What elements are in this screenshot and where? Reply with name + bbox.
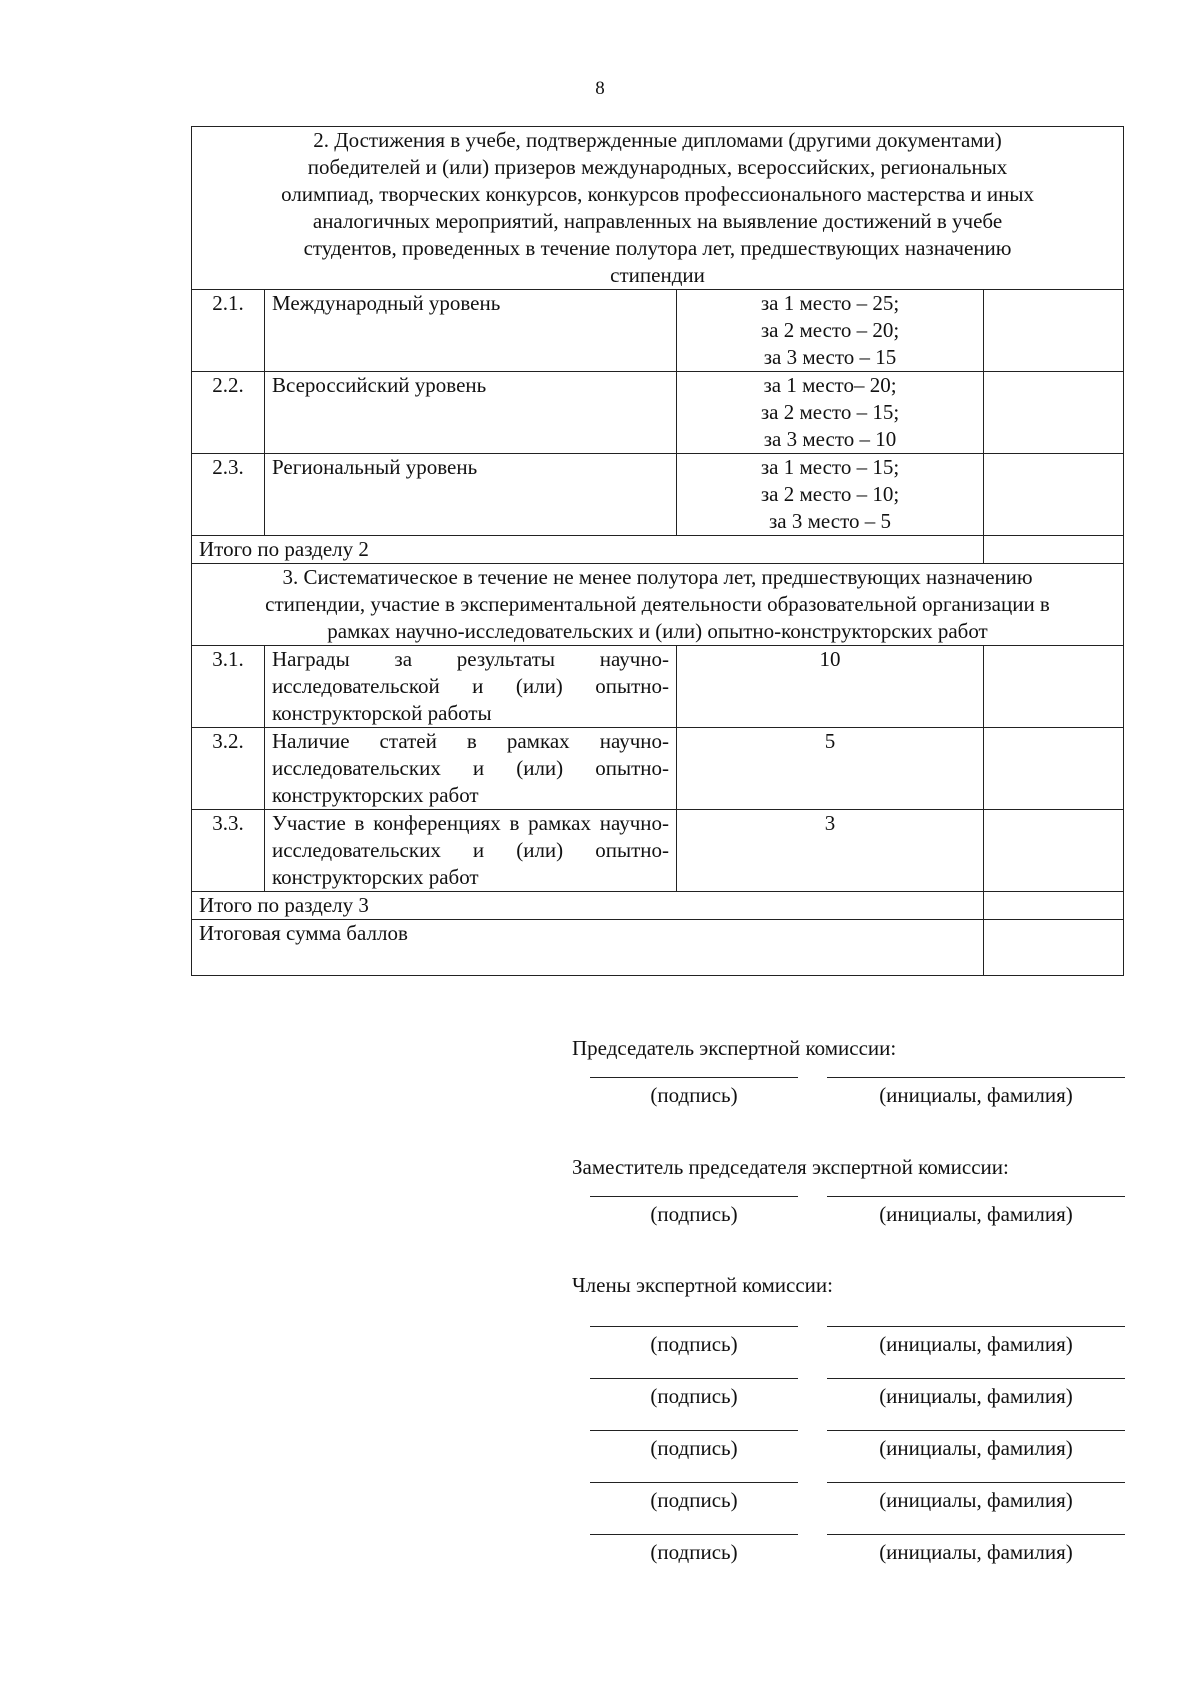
signature-caption: (подпись) (650, 1488, 738, 1512)
score-input-cell[interactable] (984, 646, 1124, 728)
signature-row (572, 1181, 1132, 1233)
criterion-name: Международный уровень (265, 290, 677, 372)
name-line[interactable] (827, 1482, 1125, 1483)
score-input-cell[interactable] (984, 454, 1124, 536)
criterion-name: Наличие статей в рамках научно-исследовательских и (или) опытно-конструкторских работ (265, 728, 677, 810)
deputy-title: Заместитель председателя экспертной комиссии: (572, 1155, 1009, 1179)
final-total-row (192, 920, 1124, 976)
row-number: 2.1. (192, 290, 265, 372)
score-input-cell[interactable] (984, 290, 1124, 372)
signature-caption: (подпись) (650, 1436, 738, 1460)
signature-line[interactable] (590, 1430, 798, 1431)
criterion-name: Участие в конференциях в рамках научно-исследовательских и (или) опытно-конструкторских работ (265, 810, 677, 892)
table-row (192, 810, 1124, 892)
table-row (192, 290, 1124, 372)
final-total-input-cell[interactable] (984, 920, 1124, 976)
chairman-title: Председатель экспертной комиссии: (572, 1036, 897, 1060)
signature-row (572, 1467, 1132, 1519)
name-caption: (инициалы, фамилия) (879, 1384, 1073, 1408)
name-line[interactable] (827, 1534, 1125, 1535)
scoring-table (191, 126, 1124, 976)
signature-line[interactable] (590, 1326, 798, 1327)
points-cell: 3 (677, 810, 984, 892)
section-3-total-input-cell[interactable] (984, 892, 1124, 920)
row-number: 2.3. (192, 454, 265, 536)
points-cell: за 1 место– 20; за 2 место – 15; за 3 место – 10 (677, 372, 984, 454)
table-row (192, 454, 1124, 536)
signature-row (572, 1363, 1132, 1415)
row-number: 2.2. (192, 372, 265, 454)
name-caption: (инициалы, фамилия) (879, 1332, 1073, 1356)
section-3-total-row (192, 892, 1124, 920)
name-line[interactable] (827, 1077, 1125, 1078)
section-3-total-label: Итого по разделу 3 (192, 892, 984, 920)
signature-line[interactable] (590, 1482, 798, 1483)
criterion-name: Региональный уровень (265, 454, 677, 536)
signature-line[interactable] (590, 1534, 798, 1535)
name-line[interactable] (827, 1196, 1125, 1197)
signature-caption: (подпись) (650, 1083, 738, 1107)
signature-caption: (подпись) (650, 1384, 738, 1408)
name-caption: (инициалы, фамилия) (879, 1488, 1073, 1512)
name-line[interactable] (827, 1326, 1125, 1327)
score-input-cell[interactable] (984, 810, 1124, 892)
score-input-cell[interactable] (984, 728, 1124, 810)
name-caption: (инициалы, фамилия) (879, 1083, 1073, 1107)
signature-row (572, 1519, 1132, 1571)
signature-caption: (подпись) (650, 1540, 738, 1564)
name-line[interactable] (827, 1378, 1125, 1379)
table-row (192, 728, 1124, 810)
table-row (192, 372, 1124, 454)
score-input-cell[interactable] (984, 372, 1124, 454)
final-total-label: Итоговая сумма баллов (192, 920, 984, 976)
signature-line[interactable] (590, 1077, 798, 1078)
section-2-total-row (192, 536, 1124, 564)
members-title: Члены экспертной комиссии: (572, 1273, 833, 1297)
name-caption: (инициалы, фамилия) (879, 1436, 1073, 1460)
criterion-name: Награды за результаты научно-исследовательской и (или) опытно-конструкторской работы (265, 646, 677, 728)
points-cell: за 1 место – 25; за 2 место – 20; за 3 место – 15 (677, 290, 984, 372)
points-cell: 5 (677, 728, 984, 810)
name-line[interactable] (827, 1430, 1125, 1431)
section-2-total-label: Итого по разделу 2 (192, 536, 984, 564)
criterion-name: Всероссийский уровень (265, 372, 677, 454)
section-2-heading: 2. Достижения в учебе, подтвержденные дипломами (другими документами) победителей и (или) призеров международных, всероссийских, региональных олимпиад, творческих конкурсов, конкурсов профессионального мастерства и иных аналогичных мероприятий, направленных на выявление достижений в учебе студентов, проведенных в течение полутора лет, предшествующих назначению стипендии (192, 127, 1124, 290)
table-row (192, 646, 1124, 728)
section-2-heading-row (192, 127, 1124, 290)
points-cell: за 1 место – 15; за 2 место – 10; за 3 место – 5 (677, 454, 984, 536)
row-number: 3.1. (192, 646, 265, 728)
signature-line[interactable] (590, 1378, 798, 1379)
page-number: 8 (595, 78, 605, 99)
row-number: 3.2. (192, 728, 265, 810)
signature-row (572, 1311, 1132, 1363)
signature-row (572, 1415, 1132, 1467)
section-3-heading: 3. Систематическое в течение не менее полутора лет, предшествующих назначению стипендии, участие в экспериментальной деятельности образовательной организации в рамках научно-исследовательских и (или) опытно-конструкторских работ (192, 564, 1124, 646)
signature-caption: (подпись) (650, 1202, 738, 1226)
signature-line[interactable] (590, 1196, 798, 1197)
row-number: 3.3. (192, 810, 265, 892)
section-3-heading-row (192, 564, 1124, 646)
section-2-total-input-cell[interactable] (984, 536, 1124, 564)
points-cell: 10 (677, 646, 984, 728)
signature-block (572, 1035, 1132, 1571)
name-caption: (инициалы, фамилия) (879, 1202, 1073, 1226)
signature-row (572, 1062, 1132, 1114)
name-caption: (инициалы, фамилия) (879, 1540, 1073, 1564)
signature-caption: (подпись) (650, 1332, 738, 1356)
